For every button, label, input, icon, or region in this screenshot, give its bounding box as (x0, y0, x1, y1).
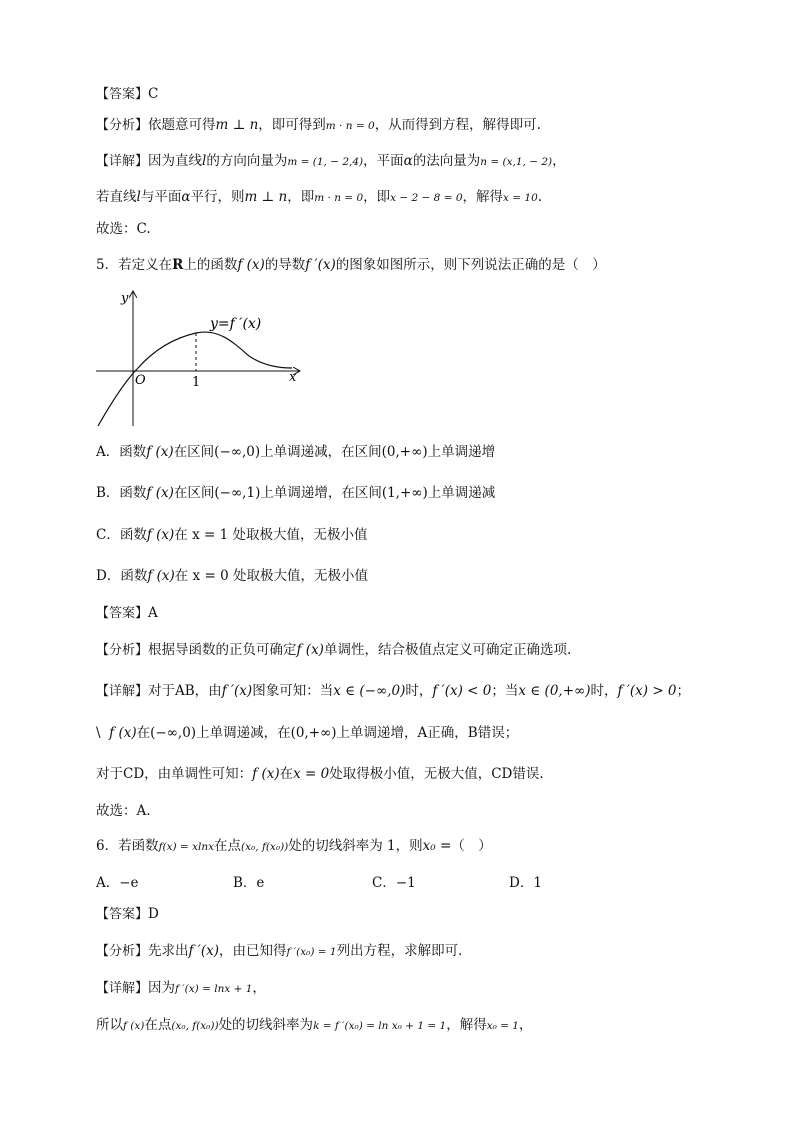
analysis-text: 根据导函数的正负可确定 (148, 642, 297, 658)
option-text: 在 x = 0 处取极大值，无极小值 (174, 568, 368, 584)
detail-text: 处取得极小值，无极大值，CD错误. (329, 766, 544, 782)
x-axis-label: x (289, 370, 297, 385)
detail-text: 时， (590, 683, 618, 699)
math-expr: k = f ′(x₀) = ln x₀ + 1 = 1 (313, 1020, 447, 1032)
math-expr: x = 0 (293, 766, 330, 782)
math-expr: x₀ = 1 (486, 1020, 519, 1032)
option-text: 在区间(−∞,1)上单调递增，在区间(1,+∞)上单调递减 (173, 485, 496, 501)
q4-analysis-line (96, 116, 541, 135)
math-expr: x = 10 (503, 192, 538, 204)
math-expr: f ′(x) > 0 (617, 683, 677, 699)
detail-text: ；当 (491, 683, 519, 699)
detail-text: 图象可知：当 (252, 683, 334, 699)
math-expr: (x₀, f(x₀)) (171, 1020, 219, 1032)
choose-text: 故选：C. (96, 221, 151, 237)
q4-detail-line-1 (96, 152, 566, 171)
detail-text: 时， (405, 683, 433, 699)
math-expr: n = (x,1, − 2) (480, 156, 553, 168)
detail-text: 在 (279, 766, 294, 782)
q5-detail-line-3 (96, 765, 544, 783)
detail-text: 因为直线 (148, 153, 203, 169)
detail-text: 的方向向量为 (206, 153, 288, 169)
q6-option-c: C．−1 (372, 875, 416, 891)
math-expr: m · n = 0 (325, 120, 375, 132)
math-expr: l (136, 189, 141, 205)
detail-text: . (537, 189, 543, 205)
math-expr: f ′(x₀) = 1 (286, 946, 337, 958)
stem-text: 的导数 (264, 257, 306, 273)
detail-text: ，解得 (462, 189, 504, 205)
stem-text: 6．若函数 (96, 838, 159, 854)
analysis-text: 单调性，结合极值点定义可确定正确选项. (323, 642, 572, 658)
detail-text: 因为 (148, 980, 176, 996)
option-text: 在 x = 1 处取极大值，无极小值 (174, 527, 368, 543)
q5-analysis-line (96, 641, 571, 660)
detail-label: 【详解】 (96, 154, 149, 169)
math-expr: m = (1, − 2,4) (287, 156, 364, 168)
math-expr: l (202, 153, 207, 169)
math-expr: f ′(x) < 0 (432, 683, 492, 699)
detail-text: ； (676, 683, 691, 699)
detail-text: 对于CD，由单调性可知： (96, 766, 253, 782)
math-expr: f ′(x) (221, 683, 253, 699)
q5-detail-line-2 (96, 724, 518, 742)
analysis-label: 【分析】 (96, 944, 149, 959)
stem-text: 5．若定义在 (96, 257, 173, 273)
stem-text: （ ） (451, 838, 492, 854)
option-label: D．函数 (96, 568, 148, 584)
q5-option-a (96, 443, 495, 461)
analysis-text: ，从而得到方程，解得即可. (374, 117, 541, 133)
detail-text: 对于AB，由 (148, 683, 222, 699)
math-expr: x₀ = (422, 838, 452, 854)
stem-text: 处的切线斜率为 1，则 (288, 838, 423, 854)
detail-text: ， (519, 1017, 533, 1033)
detail-text: ， (252, 980, 266, 996)
math-expr: m ⊥ n (215, 117, 259, 133)
q6-detail-line-1 (96, 979, 266, 998)
detail-text: ， (552, 153, 566, 169)
math-expr: m ⊥ n (244, 189, 288, 205)
math-expr: x ∈ (0,+∞) (518, 683, 591, 699)
detail-text: \ (96, 725, 101, 741)
detail-label: 【详解】 (96, 981, 149, 996)
q5-answer-line (96, 604, 158, 623)
math-expr: α (181, 189, 191, 205)
q6-detail-line-2 (96, 1016, 533, 1035)
analysis-text: ，即可得到 (258, 117, 326, 133)
q6-option-a: A．−e (96, 875, 139, 891)
detail-text: 处的切线斜率为 (218, 1017, 314, 1033)
stem-text: 在点 (214, 838, 242, 854)
q6-option-b: B．e (233, 875, 265, 891)
math-expr: α (403, 153, 413, 169)
math-expr: m · n = 0 (314, 192, 364, 204)
analysis-label: 【分析】 (96, 118, 149, 133)
answer-label: 【答案】 (96, 907, 149, 922)
detail-text: 在(−∞,0)上单调递减，在(0,+∞)上单调递增，A正确，B错误； (136, 725, 519, 741)
q5-detail-line-1 (96, 682, 690, 701)
derivative-graph (94, 288, 304, 428)
q5-option-c (96, 526, 367, 544)
detail-text: 与平面 (140, 189, 182, 205)
answer-label: 【答案】 (96, 87, 149, 102)
math-expr: x − 2 − 8 = 0 (390, 192, 463, 204)
math-expr: f (x) (146, 444, 174, 460)
detail-text: 若直线 (96, 189, 137, 205)
math-expr: f ′(x) = lnx + 1 (175, 983, 253, 995)
analysis-text: 列出方程，求解即可． (336, 943, 472, 959)
math-expr: (x₀, f(x₀)) (241, 841, 289, 853)
math-expr: f (x) (147, 568, 175, 584)
math-expr: f (x) (146, 485, 174, 501)
tick-label: 1 (192, 375, 201, 390)
answer-value: D (148, 906, 159, 922)
math-expr: f (x) (252, 766, 280, 782)
math-expr: f(x) = xlnx (158, 841, 215, 853)
choose-text: 故选：A. (96, 803, 151, 819)
math-expr: f (x) (109, 725, 137, 741)
y-axis-label: y (121, 291, 129, 306)
math-expr: f (x) (146, 527, 175, 543)
option-text: 在区间(−∞,0)上单调递减，在区间(0,+∞)上单调递增 (173, 444, 496, 460)
origin-label: O (135, 373, 146, 388)
detail-label: 【详解】 (96, 684, 149, 699)
answer-value: C (148, 86, 159, 102)
math-expr: f (x) (296, 642, 324, 658)
math-expr: f ′(x) (188, 943, 220, 959)
q4-answer-line (96, 85, 158, 104)
q6-analysis-line (96, 942, 472, 961)
math-expr: f (x) (123, 1020, 145, 1032)
curve-label: y=f ′(x) (210, 316, 262, 332)
stem-text: 的图象如图所示，则下列说法正确的是（ ） (335, 257, 606, 273)
analysis-text: ，由已知得 (219, 943, 287, 959)
detail-text: 的法向量为 (412, 153, 481, 169)
q5-option-d (96, 567, 368, 585)
q5-option-b (96, 484, 495, 502)
option-label: C．函数 (96, 527, 147, 543)
math-expr: x ∈ (−∞,0) (333, 683, 406, 699)
analysis-label: 【分析】 (96, 643, 149, 658)
q4-choose-line (96, 220, 151, 238)
detail-text: 所以 (96, 1017, 123, 1033)
math-expr: f ′(x) (305, 257, 336, 273)
answer-value: A (148, 605, 158, 621)
detail-text: ，即 (287, 189, 315, 205)
detail-text: ，即 (363, 189, 391, 205)
answer-label: 【答案】 (96, 606, 149, 621)
detail-text: 平行，则 (190, 189, 245, 205)
q6-option-d: D．1 (509, 875, 542, 891)
math-expr: R (172, 257, 184, 273)
analysis-text: 先求出 (148, 943, 189, 959)
detail-text: 在点 (144, 1017, 172, 1033)
q6-stem (96, 837, 492, 856)
option-label: A．函数 (96, 444, 147, 460)
q6-answer-line (96, 905, 159, 924)
math-expr: f (x) (237, 257, 265, 273)
option-label: B．函数 (96, 485, 147, 501)
analysis-text: 依题意可得 (148, 117, 216, 133)
detail-text: ，解得 (446, 1017, 487, 1033)
q4-detail-line-2 (96, 188, 542, 207)
q5-choose-line (96, 802, 151, 820)
q5-stem (96, 256, 606, 274)
stem-text: 上的函数 (183, 257, 238, 273)
detail-text: ，平面 (363, 153, 404, 169)
